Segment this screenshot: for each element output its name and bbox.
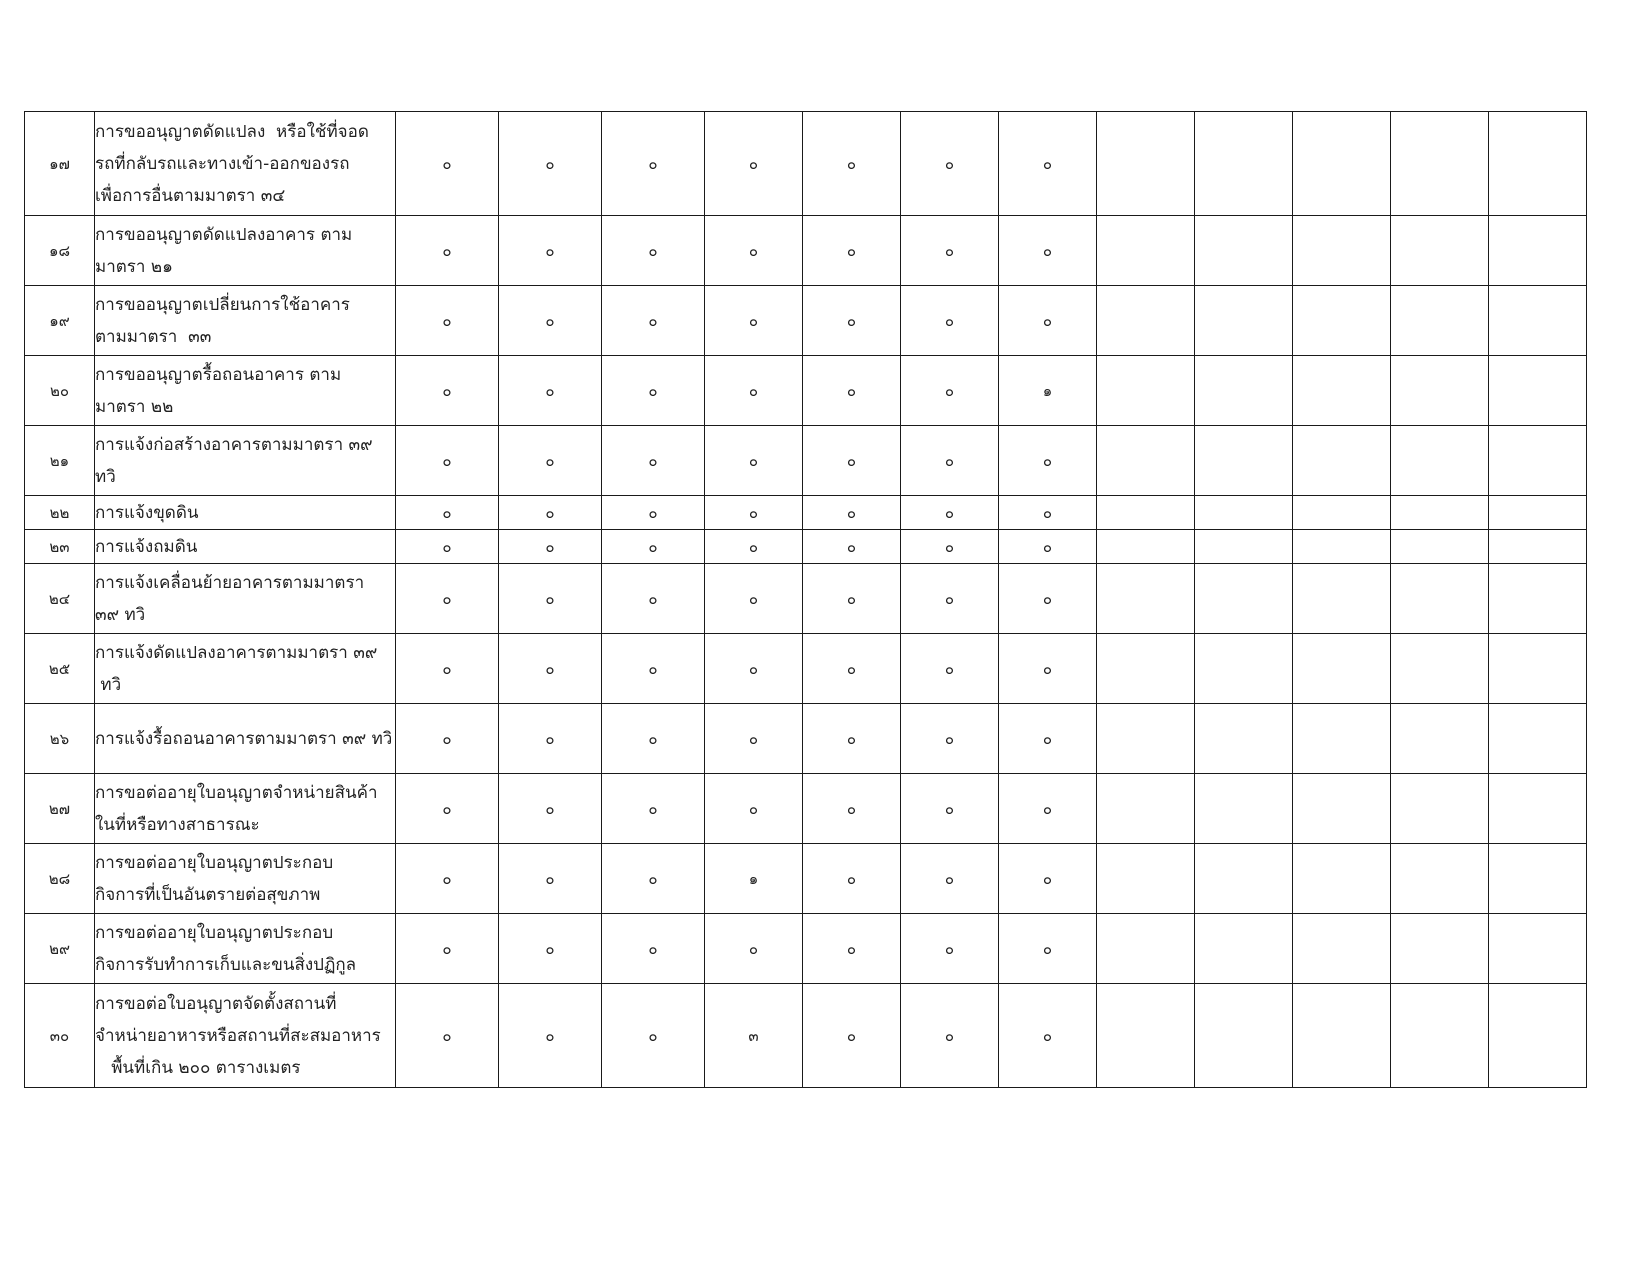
count-cell: ๐ [803, 704, 901, 774]
count-cell: ๐ [602, 564, 705, 634]
row-number: ๒๓ [25, 530, 95, 564]
count-cell: ๐ [901, 984, 999, 1088]
description-line: ๓๙ ทวิ [95, 604, 146, 625]
service-description [95, 530, 396, 564]
empty-cell [1489, 564, 1587, 634]
empty-cell [1195, 564, 1293, 634]
count-cell: ๐ [602, 774, 705, 844]
count-cell: ๐ [705, 356, 803, 426]
empty-cell [1097, 216, 1195, 286]
count-cell: ๓ [705, 984, 803, 1088]
empty-cell [1391, 356, 1489, 426]
count-cell: ๐ [803, 112, 901, 216]
count-cell: ๐ [602, 530, 705, 564]
description-line: การแจ้งดัดแปลงอาคารตามมาตรา ๓๙ [95, 642, 378, 663]
count-cell: ๐ [499, 704, 602, 774]
count-cell: ๐ [999, 286, 1097, 356]
description-line: ตามมาตรา ๓๓ [95, 326, 212, 347]
row-number: ๒๖ [25, 704, 95, 774]
description-line: การขอต่ออายุใบอนุญาตจำหน่ายสินค้า [95, 782, 378, 803]
empty-cell [1097, 984, 1195, 1088]
empty-cell [1293, 564, 1391, 634]
table-row [25, 774, 1587, 844]
empty-cell [1489, 844, 1587, 914]
empty-cell [1391, 530, 1489, 564]
empty-cell [1391, 914, 1489, 984]
service-description [95, 704, 396, 774]
count-cell: ๐ [901, 356, 999, 426]
empty-cell [1293, 286, 1391, 356]
count-cell: ๐ [803, 774, 901, 844]
empty-cell [1293, 634, 1391, 704]
count-cell: ๐ [499, 286, 602, 356]
empty-cell [1293, 216, 1391, 286]
empty-cell [1293, 496, 1391, 530]
description-line: การขออนุญาตดัดแปลงอาคาร ตาม [95, 224, 353, 245]
table-body [25, 112, 1587, 1088]
table-row [25, 286, 1587, 356]
count-cell: ๐ [999, 914, 1097, 984]
count-cell: ๐ [803, 844, 901, 914]
count-cell: ๐ [396, 634, 499, 704]
empty-cell [1195, 914, 1293, 984]
count-cell: ๐ [999, 496, 1097, 530]
count-cell: ๐ [499, 216, 602, 286]
description-line: การแจ้งถมดิน [95, 536, 198, 557]
description-line: เพื่อการอื่นตามมาตรา ๓๔ [95, 185, 286, 206]
count-cell: ๐ [803, 286, 901, 356]
count-cell: ๐ [396, 774, 499, 844]
empty-cell [1097, 112, 1195, 216]
count-cell: ๑ [999, 356, 1097, 426]
count-cell: ๐ [999, 844, 1097, 914]
empty-cell [1195, 634, 1293, 704]
count-cell: ๐ [999, 564, 1097, 634]
empty-cell [1489, 530, 1587, 564]
empty-cell [1097, 356, 1195, 426]
description-line: การขอต่อใบอนุญาตจัดตั้งสถานที่ [95, 993, 337, 1014]
description-line: การขออนุญาตเปลี่ยนการใช้อาคาร [95, 294, 350, 315]
count-cell: ๐ [396, 356, 499, 426]
count-cell: ๑ [705, 844, 803, 914]
count-cell: ๐ [396, 496, 499, 530]
empty-cell [1195, 216, 1293, 286]
count-cell: ๐ [999, 426, 1097, 496]
empty-cell [1097, 286, 1195, 356]
empty-cell [1195, 356, 1293, 426]
empty-cell [1391, 496, 1489, 530]
count-cell: ๐ [499, 112, 602, 216]
table-row [25, 564, 1587, 634]
table-row [25, 984, 1587, 1088]
row-number: ๒๕ [25, 634, 95, 704]
table-row [25, 914, 1587, 984]
count-cell: ๐ [705, 634, 803, 704]
row-number: ๑๗ [25, 112, 95, 216]
description-line: มาตรา ๒๒ [95, 396, 174, 417]
empty-cell [1489, 426, 1587, 496]
description-line: กิจการรับทำการเก็บและขนสิ่งปฏิกูล [95, 954, 357, 975]
count-cell: ๐ [396, 914, 499, 984]
empty-cell [1097, 704, 1195, 774]
count-cell: ๐ [999, 774, 1097, 844]
empty-cell [1195, 774, 1293, 844]
count-cell: ๐ [396, 984, 499, 1088]
count-cell: ๐ [999, 112, 1097, 216]
service-description [95, 564, 396, 634]
empty-cell [1391, 634, 1489, 704]
empty-cell [1293, 426, 1391, 496]
count-cell: ๐ [803, 530, 901, 564]
empty-cell [1097, 914, 1195, 984]
table-row [25, 496, 1587, 530]
count-cell: ๐ [901, 426, 999, 496]
description-line: การขอต่ออายุใบอนุญาตประกอบ [95, 922, 334, 943]
table-row [25, 356, 1587, 426]
empty-cell [1391, 984, 1489, 1088]
empty-cell [1097, 564, 1195, 634]
empty-cell [1195, 112, 1293, 216]
empty-cell [1489, 286, 1587, 356]
empty-cell [1293, 112, 1391, 216]
empty-cell [1097, 774, 1195, 844]
service-description [95, 216, 396, 286]
row-number: ๒๒ [25, 496, 95, 530]
service-description [95, 634, 396, 704]
count-cell: ๐ [705, 704, 803, 774]
service-description [95, 914, 396, 984]
row-number: ๒๐ [25, 356, 95, 426]
count-cell: ๐ [901, 216, 999, 286]
empty-cell [1391, 774, 1489, 844]
count-cell: ๐ [602, 426, 705, 496]
service-statistics-table [24, 111, 1587, 1088]
count-cell: ๐ [901, 844, 999, 914]
count-cell: ๐ [499, 844, 602, 914]
count-cell: ๐ [803, 216, 901, 286]
count-cell: ๐ [602, 216, 705, 286]
service-statistics-sheet [24, 111, 1587, 1088]
description-line: กิจการที่เป็นอันตรายต่อสุขภาพ [95, 884, 321, 905]
row-number: ๒๗ [25, 774, 95, 844]
empty-cell [1195, 984, 1293, 1088]
service-description [95, 774, 396, 844]
count-cell: ๐ [499, 530, 602, 564]
empty-cell [1293, 704, 1391, 774]
row-number: ๒๑ [25, 426, 95, 496]
empty-cell [1489, 774, 1587, 844]
empty-cell [1489, 984, 1587, 1088]
empty-cell [1489, 704, 1587, 774]
count-cell: ๐ [396, 704, 499, 774]
count-cell: ๐ [705, 426, 803, 496]
count-cell: ๐ [901, 564, 999, 634]
empty-cell [1391, 286, 1489, 356]
description-line: ทวิ [95, 674, 122, 695]
count-cell: ๐ [499, 426, 602, 496]
table-row [25, 704, 1587, 774]
empty-cell [1097, 634, 1195, 704]
description-line: การแจ้งรื้อถอนอาคารตามมาตรา ๓๙ ทวิ [95, 728, 393, 749]
empty-cell [1293, 984, 1391, 1088]
empty-cell [1293, 356, 1391, 426]
empty-cell [1293, 914, 1391, 984]
empty-cell [1195, 704, 1293, 774]
count-cell: ๐ [602, 496, 705, 530]
count-cell: ๐ [396, 530, 499, 564]
description-line: การขออนุญาตรื้อถอนอาคาร ตาม [95, 364, 342, 385]
count-cell: ๐ [999, 216, 1097, 286]
count-cell: ๐ [602, 914, 705, 984]
count-cell: ๐ [602, 286, 705, 356]
count-cell: ๐ [901, 530, 999, 564]
empty-cell [1097, 426, 1195, 496]
count-cell: ๐ [803, 356, 901, 426]
service-description [95, 286, 396, 356]
count-cell: ๐ [499, 914, 602, 984]
empty-cell [1391, 426, 1489, 496]
count-cell: ๐ [901, 704, 999, 774]
empty-cell [1293, 530, 1391, 564]
count-cell: ๐ [499, 774, 602, 844]
description-line: รถที่กลับรถและทางเข้า-ออกของรถ [95, 153, 350, 174]
count-cell: ๐ [999, 634, 1097, 704]
count-cell: ๐ [705, 496, 803, 530]
table-row [25, 112, 1587, 216]
count-cell: ๐ [602, 112, 705, 216]
count-cell: ๐ [705, 216, 803, 286]
count-cell: ๐ [396, 844, 499, 914]
count-cell: ๐ [705, 914, 803, 984]
empty-cell [1195, 844, 1293, 914]
count-cell: ๐ [602, 704, 705, 774]
empty-cell [1195, 496, 1293, 530]
empty-cell [1293, 844, 1391, 914]
count-cell: ๐ [803, 496, 901, 530]
service-description [95, 984, 396, 1088]
count-cell: ๐ [901, 634, 999, 704]
description-line: พื้นที่เกิน ๒๐๐ ตารางเมตร [95, 1057, 301, 1078]
description-line: การขอต่ออายุใบอนุญาตประกอบ [95, 852, 334, 873]
service-description [95, 112, 396, 216]
description-line: การแจ้งเคลื่อนย้ายอาคารตามมาตรา [95, 572, 365, 593]
service-description [95, 356, 396, 426]
empty-cell [1195, 530, 1293, 564]
description-line: มาตรา ๒๑ [95, 256, 173, 277]
empty-cell [1195, 426, 1293, 496]
description-line: ทวิ [95, 466, 116, 487]
count-cell: ๐ [901, 496, 999, 530]
empty-cell [1097, 844, 1195, 914]
empty-cell [1097, 496, 1195, 530]
empty-cell [1391, 112, 1489, 216]
count-cell: ๐ [396, 426, 499, 496]
count-cell: ๐ [705, 774, 803, 844]
count-cell: ๐ [803, 914, 901, 984]
count-cell: ๐ [499, 634, 602, 704]
count-cell: ๐ [396, 286, 499, 356]
count-cell: ๐ [602, 844, 705, 914]
count-cell: ๐ [803, 634, 901, 704]
description-line: ในที่หรือทางสาธารณะ [95, 814, 260, 835]
empty-cell [1391, 564, 1489, 634]
count-cell: ๐ [396, 564, 499, 634]
empty-cell [1489, 914, 1587, 984]
service-description [95, 426, 396, 496]
row-number: ๑๙ [25, 286, 95, 356]
empty-cell [1391, 216, 1489, 286]
count-cell: ๐ [803, 426, 901, 496]
table-row [25, 634, 1587, 704]
count-cell: ๐ [999, 530, 1097, 564]
count-cell: ๐ [499, 564, 602, 634]
count-cell: ๐ [499, 356, 602, 426]
count-cell: ๐ [602, 634, 705, 704]
row-number: ๓๐ [25, 984, 95, 1088]
count-cell: ๐ [901, 774, 999, 844]
count-cell: ๐ [705, 564, 803, 634]
count-cell: ๐ [901, 112, 999, 216]
table-row [25, 530, 1587, 564]
empty-cell [1391, 844, 1489, 914]
count-cell: ๐ [999, 984, 1097, 1088]
count-cell: ๐ [499, 496, 602, 530]
empty-cell [1097, 530, 1195, 564]
empty-cell [1489, 356, 1587, 426]
service-description [95, 496, 396, 530]
count-cell: ๐ [999, 704, 1097, 774]
count-cell: ๐ [705, 112, 803, 216]
count-cell: ๐ [901, 914, 999, 984]
row-number: ๒๘ [25, 844, 95, 914]
table-row [25, 844, 1587, 914]
count-cell: ๐ [705, 286, 803, 356]
count-cell: ๐ [901, 286, 999, 356]
description-line: การขออนุญาตดัดแปลง หรือใช้ที่จอด [95, 121, 369, 142]
count-cell: ๐ [602, 984, 705, 1088]
row-number: ๑๘ [25, 216, 95, 286]
count-cell: ๐ [602, 356, 705, 426]
empty-cell [1489, 216, 1587, 286]
count-cell: ๐ [803, 984, 901, 1088]
empty-cell [1293, 774, 1391, 844]
table-row [25, 426, 1587, 496]
count-cell: ๐ [396, 112, 499, 216]
table-row [25, 216, 1587, 286]
empty-cell [1489, 112, 1587, 216]
description-line: การแจ้งก่อสร้างอาคารตามมาตรา ๓๙ [95, 434, 373, 455]
empty-cell [1489, 634, 1587, 704]
row-number: ๒๔ [25, 564, 95, 634]
row-number: ๒๙ [25, 914, 95, 984]
count-cell: ๐ [396, 216, 499, 286]
empty-cell [1489, 496, 1587, 530]
description-line: การแจ้งขุดดิน [95, 502, 199, 523]
service-description [95, 844, 396, 914]
count-cell: ๐ [803, 564, 901, 634]
count-cell: ๐ [499, 984, 602, 1088]
empty-cell [1391, 704, 1489, 774]
count-cell: ๐ [705, 530, 803, 564]
empty-cell [1195, 286, 1293, 356]
description-line: จำหน่ายอาหารหรือสถานที่สะสมอาหาร [95, 1025, 381, 1046]
